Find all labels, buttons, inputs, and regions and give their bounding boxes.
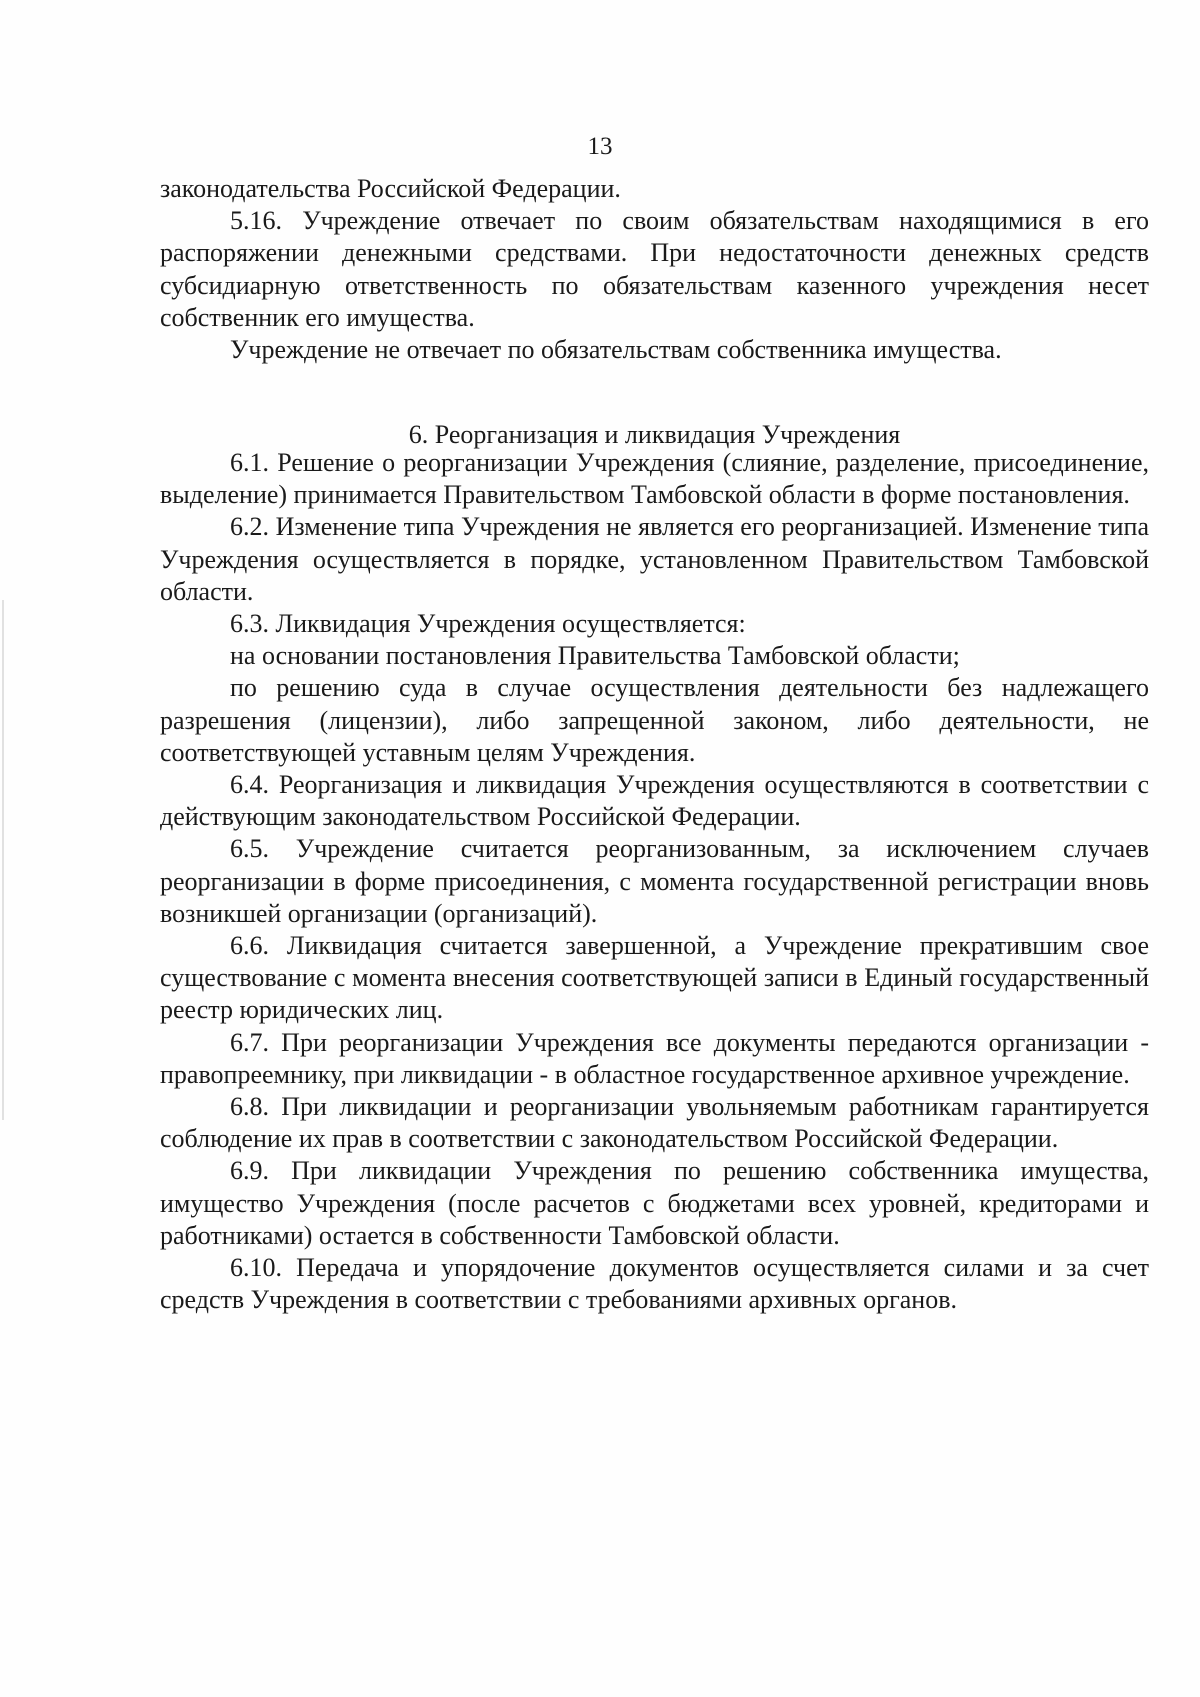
paragraph: Учреждение не отвечает по обязательствам собственника имущества. — [230, 335, 1002, 365]
paragraph: 6.4. Реорганизация и ликвидация Учреждения осуществляются в соответствии с действующим законодательством Российской Федерации. — [160, 770, 1149, 832]
paragraph: на основании постановления Правительства Тамбовской области; — [230, 641, 960, 671]
paragraph: 6.9. При ликвидации Учреждения по решению собственника имущества, имущество Учреждения (после расчетов с бюджетами всех уровней, кредиторами и работниками) остается в собственности Тамбовской области. — [160, 1156, 1149, 1250]
paragraph: 6.10. Передача и упорядочение документов осуществляется силами и за счет средств Учреждения в соответствии с требованиями архивных органов. — [160, 1253, 1149, 1315]
page-number: 13 — [587, 133, 613, 160]
paragraph: по решению суда в случае осуществления деятельности без надлежащего разрешения (лицензии), либо запрещенной законом, либо деятельности, не соответствующей уставным целям Учреждения. — [160, 673, 1149, 767]
top-text-block — [160, 173, 1149, 366]
paragraph: 6.5. Учреждение считается реорганизованным, за исключением случаев реорганизации в форме присоединения, с момента государственной регистрации вновь возникшей организации (организаций). — [160, 834, 1149, 928]
paragraph: законодательства Российской Федерации. — [160, 174, 621, 203]
paragraph: 6.7. При реорганизации Учреждения все документы передаются организации - правопреемнику, при ликвидации - в областное государственное архивное учреждение. — [160, 1027, 1149, 1089]
section-text-block — [160, 447, 1149, 1316]
scan-edge-shadow — [2, 600, 4, 1120]
paragraph: 6.6. Ликвидация считается завершенной, а Учреждение прекратившим свое существование с момента внесения соответствующей записи в Единый государственный реестр юридических лиц. — [160, 931, 1149, 1025]
paragraph: 5.16. Учреждение отвечает по своим обязательствам находящимися в его распоряжении денежными средствами. При недостаточности денежных средств субсидиарную ответственность по обязательствам казенного учреждения несет собственник его имущества. — [160, 206, 1149, 332]
paragraph: 6.8. При ликвидации и реорганизации увольняемым работникам гарантируется соблюдение их прав в соответствии с законодательством Российской Федерации. — [160, 1092, 1149, 1154]
paragraph: 6.3. Ликвидация Учреждения осуществляется: — [230, 609, 746, 639]
section-heading: 6. Реорганизация и ликвидация Учреждения — [408, 420, 901, 449]
paragraph: 6.1. Решение о реорганизации Учреждения (слияние, разделение, присоединение, выделение) принимается Правительством Тамбовской области в форме постановления. — [160, 448, 1149, 510]
paragraph: 6.2. Изменение типа Учреждения не является его реорганизацией. Изменение типа Учреждения осуществляется в порядке, установленном Правительством Тамбовской области. — [160, 512, 1149, 606]
